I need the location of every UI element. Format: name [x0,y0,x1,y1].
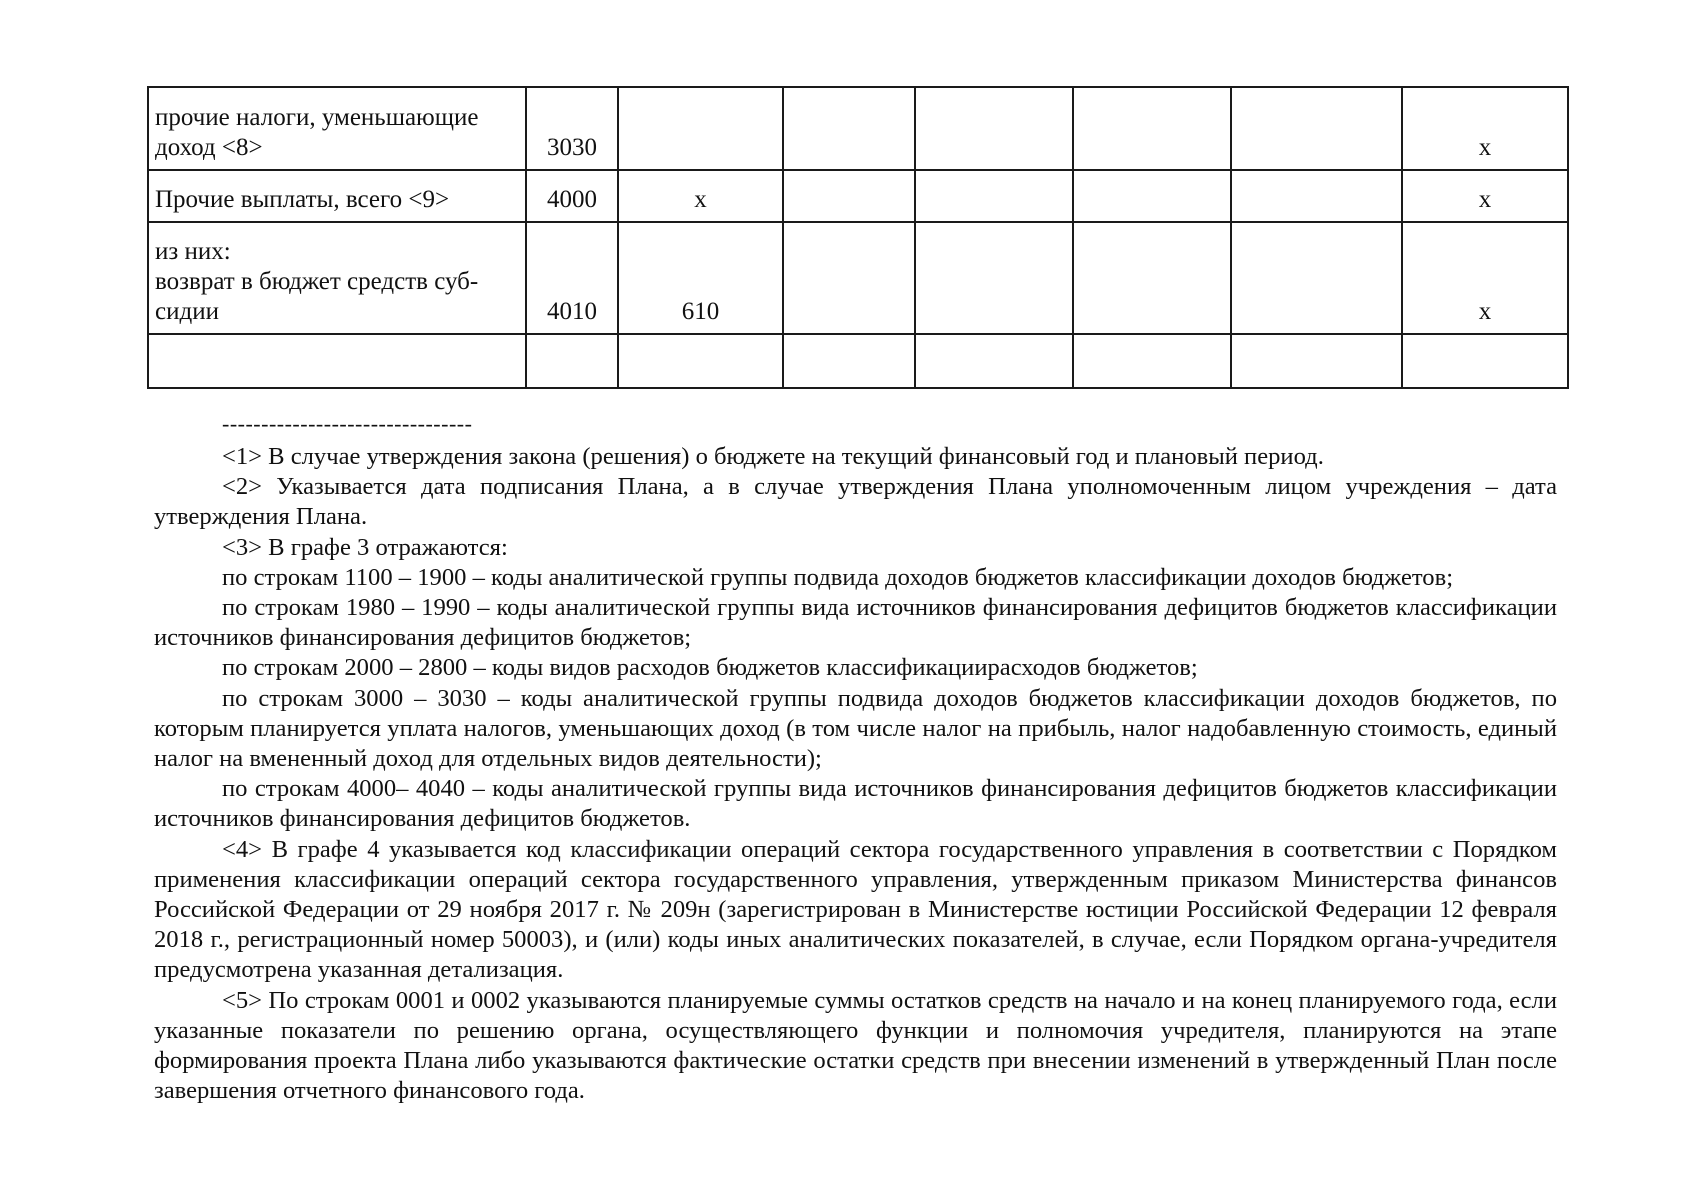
table-row [148,170,1568,222]
footnote-3-item: по строкам 2000 – 2800 – коды видов расходов бюджетов классификациирасходов бюджетов; [222,654,1198,682]
footnote-3-item: по строкам 1980 – 1990 – коды аналитической группы вида источников финансирования дефицитов бюджетов классификации источников финансирования дефицитов бюджетов; [154,594,1557,652]
row-name-cell [148,334,526,388]
col4-cell [783,87,915,170]
row-code-cell: 4010 [526,222,618,334]
col8-cell [1402,334,1568,388]
row-name-cell [148,170,526,222]
table-row [148,334,1568,388]
plan-table [147,86,1569,389]
col5-cell [915,87,1073,170]
row-name-cell [148,87,526,170]
col3-cell [618,87,783,170]
col6-cell [1073,170,1231,222]
footnote-3-item: по строкам 1100 – 1900 – коды аналитической группы подвида доходов бюджетов классификации доходов бюджетов; [222,563,1454,591]
row-name-line: доход <8> [155,134,263,161]
col7-cell [1231,170,1402,222]
col5-cell [915,334,1073,388]
col4-cell [783,222,915,334]
col6-cell [1073,334,1231,388]
col3-cell [618,334,783,388]
col3-cell: х [618,170,783,222]
row-name-line: Прочие выплаты, всего <9> [155,186,450,213]
col8-cell: х [1402,222,1568,334]
footnote-4: <4> В графе 4 указывается код классификации операций сектора государственного управления в соответствии с Порядком применения классификации операций сектора государственного управления, утвержденным приказом Министерства финансов Российской Федерации от 29 ноября 2017 г. № 209н (зарегистрирован в Министерстве юстиции Российской Федерации 12 февраля 2018 г., регистрационный номер 50003), и (или) коды иных аналитических показателей, в случае, если Порядком органа-учредителя предусмотрена указанная детализация. [154,835,1557,984]
col7-cell [1231,222,1402,334]
footnote-1: <1> В случае утверждения закона (решения) о бюджете на текущий финансовый год и плановый период. [222,443,1324,470]
col8-cell: х [1402,87,1568,170]
col5-cell [915,170,1073,222]
col6-cell [1073,87,1231,170]
row-name-line: прочие налоги, уменьшающие [155,104,479,131]
footnote-separator: -------------------------------- [222,411,473,436]
col7-cell [1231,334,1402,388]
table-row [148,87,1568,170]
col5-cell [915,222,1073,334]
footnote-3-item: по строкам 3000 – 3030 – коды аналитической группы подвида доходов бюджетов классификации доходов бюджетов, по которым планируется уплата налогов, уменьшающих доход (в том числе налог на прибыль, налог надобавленную стоимость, единый налог на вмененный доход для отдельных видов деятельности); [154,684,1557,773]
footnotes [154,442,1557,1106]
footnote-2: <2> Указывается дата подписания Плана, а в случае утверждения Плана уполномоченным лицом учреждения – дата утверждения Плана. [154,473,1557,531]
col6-cell [1073,222,1231,334]
row-code-cell: 4000 [526,170,618,222]
row-name-cell [148,222,526,334]
row-name-line: сидии [155,298,219,325]
footnote-5: <5> По строкам 0001 и 0002 указываются планируемые суммы остатков средств на начало и на конец планируемого года, если указанные показатели по решению органа, осуществляющего функции и полномочия учредителя, планируются на этапе формирования проекта Плана либо указываются фактические остатки средств при внесении изменений в утвержденный План после завершения отчетного финансового года. [154,986,1557,1105]
col4-cell [783,334,915,388]
col7-cell [1231,87,1402,170]
col8-cell: х [1402,170,1568,222]
table-row [148,222,1568,334]
col4-cell [783,170,915,222]
col3-cell: 610 [618,222,783,334]
row-name-line: из них: [155,238,231,265]
footnote-3-item: по строкам 4000– 4040 – коды аналитической группы вида источников финансирования дефицитов бюджетов классификации источников финансирования дефицитов бюджетов. [154,775,1557,833]
footnote-3: <3> В графе 3 отражаются: [222,533,508,561]
row-code-cell [526,334,618,388]
row-code-cell: 3030 [526,87,618,170]
row-name-line: возврат в бюджет средств суб- [155,268,479,295]
